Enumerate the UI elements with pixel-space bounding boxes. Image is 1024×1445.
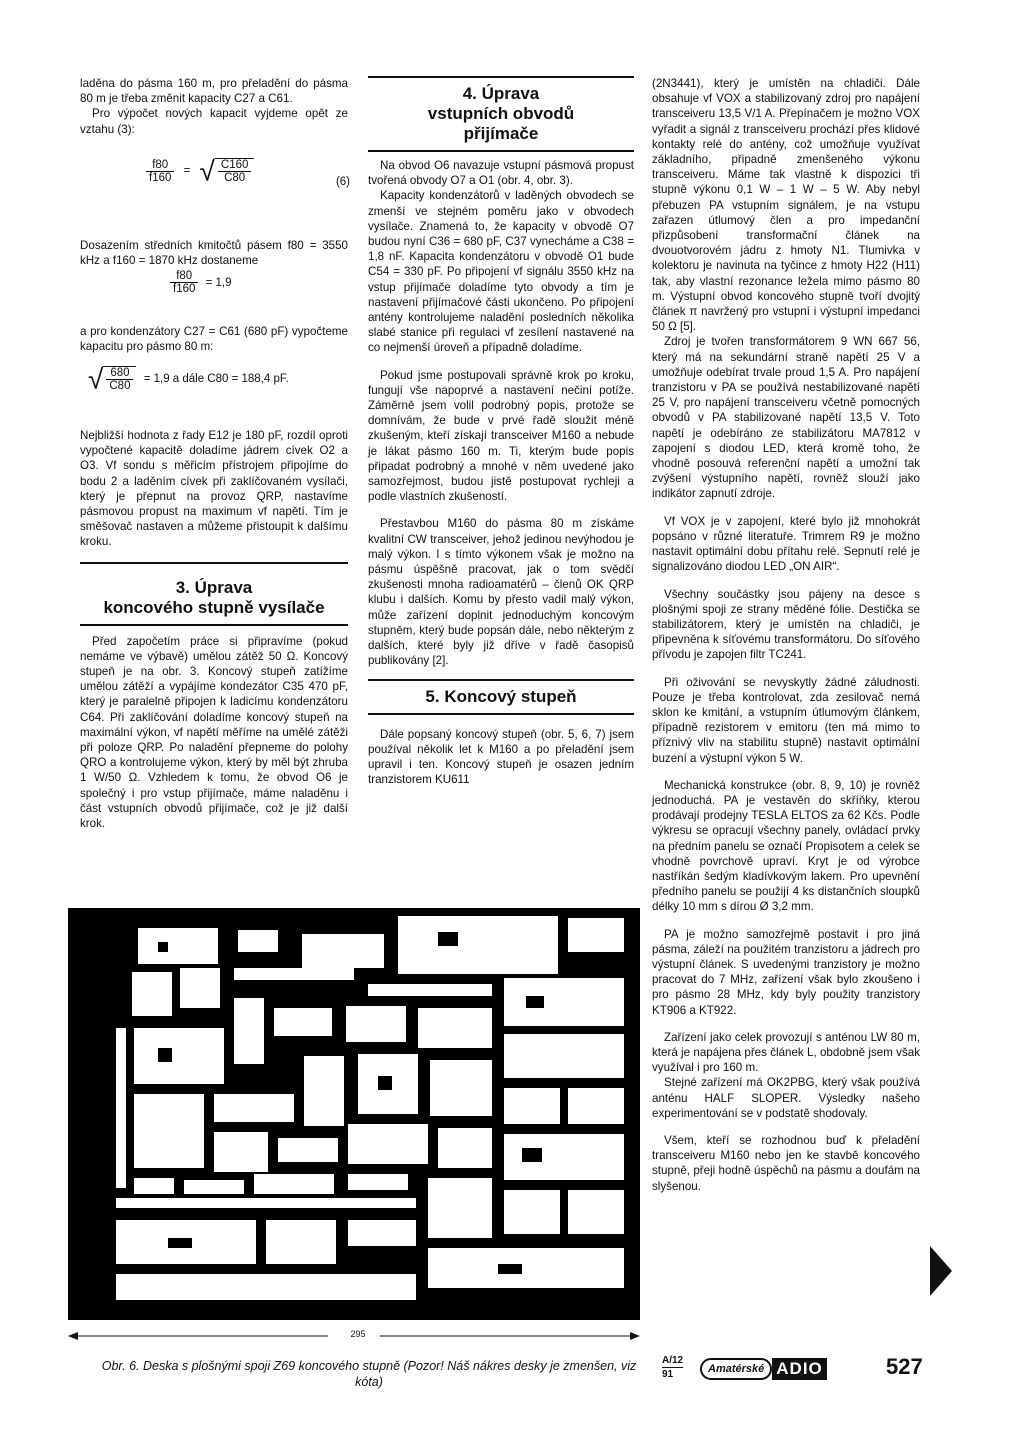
section-divider xyxy=(80,562,348,564)
col3-paragraph-10: Všem, kteří se rozhodnou buď k přeladění transceiveru M160 nebo jen ke stavbě koncového stupně, přeji hodně úspěchů na pásmu a doufám na slyšenou. xyxy=(652,1134,920,1193)
formula-ratio xyxy=(170,270,290,295)
col1-paragraph-3: Dosazením středních kmitočtů pásem f80 = 3550 kHz a f160 = 1870 kHz dostaneme xyxy=(80,239,348,268)
formula-ratio-result: = 1,9 xyxy=(205,276,232,289)
col3-paragraph-2: Zdroj je tvořen transformátorem 9 WN 667 56, který má na sekundární straně napětí 25 V a umožňuje odebírat trvale proud 1,5 A. Pro napájení tranzistoru v PA se používá nestabilizované napětí 25 V, pro napájení transceiveru včetně pomocných obvodů v PA stabilizované napětí 13,5 V. Toto napětí je odebíráno ze stabilizátoru MA7812 v zapojení s diodou LED, která kromě toho, že vhodně posouvá referenční napětí a umožní tak zvýšení výstupního napětí, rovněž slouží jako indikátor zapnutí zdroje. xyxy=(652,335,920,501)
magazine-logo xyxy=(700,1356,860,1382)
section-divider xyxy=(80,624,348,626)
column-2 xyxy=(368,76,634,787)
section-divider xyxy=(368,713,634,715)
section-4-heading xyxy=(368,84,634,144)
section-5-heading: 5. Koncový stupeň xyxy=(425,686,577,706)
column-1-middle xyxy=(80,238,348,268)
col3-paragraph-9: Stejné zařízení má OK2PBG, který však používá anténu HALF SLOPER. Výsledky našeho experimentování se v podstatě shodovaly. xyxy=(652,1076,920,1120)
pcb-layout-drawing xyxy=(68,908,640,1320)
col2-paragraph-2: Kapacity kondenzátorů v laděných obvodech se zmenší ve stejném poměru jako v obvodech vysílače. Znamená to, že kapacity v obvodě O7 budou nyní C36 = 680 pF, C37 vynecháme a C38 = 1,8 nF. Kapacita kondenzátoru v obvodě O1 bude C54 = 330 pF. Po připojení vf signálu 3550 kHz na vstup přijímače doladíme tyto obvody a tím je nastavení přijímačové části ukončeno. Po připojení antény kontrolujeme naladění posledních několika slabé stanice při regulaci vf zesílení nastavené na co nejmenší úroveň a případně doladíme. xyxy=(368,189,634,355)
section-divider xyxy=(368,150,634,152)
column-1-lower xyxy=(80,324,348,354)
col3-paragraph-5: Při oživování se nevyskytly žádné záludnosti. Pouze je třeba kontrolovat, zda zesilovač nemá sklon ke kmitání, a vstupním útlumovým článkem, případně rezistorem v emitoru (ten má mimo to příznivý vliv na stabilitu stupně) nastavit optimální buzení a výstupní výkon 5 W. xyxy=(652,675,920,765)
column-3 xyxy=(652,76,920,1194)
page-number: 527 xyxy=(886,1354,923,1379)
formula-6-right-denominator: C80 xyxy=(224,172,246,184)
section-3-heading-line-1: 3. Úprava xyxy=(175,577,253,597)
section-4-heading-line-3: přijímače xyxy=(463,124,539,143)
col1-paragraph-5: Nejbližší hodnota z řady E12 je 180 pF, rozdíl oproti vypočtené kapacitě doladíme jádrem cívek O2 a O3. Vf sondu s měřicím přístrojem připojíme do bodu 2 a laděním cívek při zaklíčovaném vysílači, který je přepnut na provoz QRP, nastavíme pásmovou propust na maximum vf napětí. Tím je směšovač nastaven a můžeme přistoupit k dalšímu kroku. xyxy=(80,429,348,549)
col2-paragraph-4: Přestavbou M160 do pásma 80 m získáme kvalitní CW transceiver, jehož jedinou nevýhodou je malý výkon. I s tímto výkonem však je možno na pásmu úspěšně pracovat, jak o tom svědčí zkušenosti mnoha radioamatérů – členů OK QRP klubu i dalších. Komu by přesto vadil malý výkon, může zařízení doplnit jednoduchým koncovým stupněm, který bude popsán dále, nebo některým z dalších, které byly již dříve v řadě časopisů publikovány [2]. xyxy=(368,517,634,668)
sqrt-icon: √ xyxy=(199,155,215,187)
issue-year: 91 xyxy=(662,1369,674,1380)
section-3-heading-line-2: koncového stupně vysílače xyxy=(103,597,325,617)
formula-6-left-fraction xyxy=(146,159,174,184)
col1-paragraph-2: Pro výpočet nových kapacit vyjdeme opět ze vztahu (3): xyxy=(80,107,348,136)
col2-paragraph-3: Pokud jsme postupovali správně krok po kroku, fungují vše napoprvé a nastavení nečiní potíže. Záměrně jsem volil podrobný popis, protože se domnívám, že bude v prvé řadě sloužit méně zkušeným, kteří získají transceiver M160 a nebude je lákat pásmo 160 m. Ti, kterým bude popis připadat podrobný a mnohé v něm uvedené jako samozřejmost, budou jistě postupovat rychleji a podle vlastních zkušeností. xyxy=(368,368,634,504)
col1-paragraph-6: Před započetím práce si připravíme (pokud nemáme ve výbavě) umělou zátěž 50 Ω. Koncový stupeň je na obr. 3. Koncový stupeň zatížíme umělou zátěží a vypájíme kondezátor C35 470 pF, který je paralelně připojen k ladicímu kondenzátoru C64. Při zaklíčování doladíme koncový stupeň na maximální výkon, vf napětí měříme na umělé zátěži při poloze QRP. Po naladění přepneme do polohy QRO a kontrolujeme výkon, který by měl být zhruba 1 W/50 Ω. Vzhledem k tomu, že obvod O6 je společný i pro vstup přijímače, máme naladěnu i část vstupních obvodů přijímače, což je již další krok. xyxy=(80,634,348,831)
col2-paragraph-1: Na obvod O6 navazuje vstupní pásmová propust tvořená obvody O7 a O1 (obr. 4, obr. 3). xyxy=(368,159,634,188)
column-1-bottom xyxy=(80,428,348,831)
formula-ratio-numerator: f80 xyxy=(170,270,198,283)
formula-c80-sqrt xyxy=(88,363,136,395)
section-3-heading xyxy=(80,578,348,618)
formula-6 xyxy=(146,155,356,218)
formula-6-left-numerator: f80 xyxy=(146,159,174,172)
formula-c80-denominator: C80 xyxy=(109,380,131,392)
col3-paragraph-3: Vf VOX je v zapojení, které bylo již mnohokrát popsáno v různé literatuře. Trimrem R9 je možno nastavit optimální dobu přítahu relé. Sepnutí relé je signalizováno diodou LED „ON AIR“. xyxy=(652,514,920,574)
col1-paragraph-1: laděna do pásma 160 m, pro přeladění do pásma 80 m je třeba změnit kapacity C27 a C61. xyxy=(80,77,348,106)
section-4-heading-line-1: 4. Úprava xyxy=(462,84,540,103)
col3-paragraph-7: PA je možno samozřejmě postavit i pro jiná pásma, záleží na použitém tranzistoru a jádrech pro výstupní článek. S uvedenými tranzistory je možno pracovat do 7 MHz, zařízení však bylo zkoušeno i pro pásmo 28 MHz, kdy byly použity tranzistory KT906 a KT922. xyxy=(652,927,920,1017)
formula-6-sqrt xyxy=(199,155,255,187)
column-1 xyxy=(80,76,348,137)
col3-paragraph-4: Všechny součástky jsou pájeny na desce s plošnými spoji ze strany měděné fólie. Destička se stabilizátorem, který je umístěn na chladiči, je připevněna k síťovému transformátoru. Do síťového přívodu je zapojen filtr TC241. xyxy=(652,587,920,662)
continue-arrow-icon xyxy=(930,1246,952,1296)
formula-6-right-numerator: C160 xyxy=(218,159,252,172)
formula-ratio-fraction xyxy=(170,270,198,295)
col3-paragraph-8: Zařízení jako celek provozují s anténou LW 80 m, která je napájena přes článek L, obdobně jsem však využíval i pro 160 m. xyxy=(652,1030,920,1075)
logo-left-part: Amatérské xyxy=(700,1358,772,1380)
section-divider xyxy=(368,76,634,78)
dimension-label: 295 xyxy=(350,1329,366,1339)
formula-c80 xyxy=(88,363,348,395)
formula-6-tag: (6) xyxy=(335,176,350,188)
section-divider xyxy=(368,679,634,681)
col3-paragraph-1: (2N3441), který je umístěn na chladiči. Dále obsahuje vf VOX a stabilizovaný zdroj pro napájení transceiveru 13,5 V/1 A. Přepínačem je možno VOX vyřadit a signál z transceiveru prochází přes klidové kontakty relé do antény, což umožňuje využívat základního, připadně zmenšeného výkonu transceiveru. Máme tak vlastně k dispozici tři stupně výkonu 0,1 W – 1 W – 5 W. Aby nebyl přebuzen PA vstupním signálem, je na vstupu zařazen útlumový člen a pro impedanční přizpůsobení transformační článek na dvouotvorovém jádru z hmoty N1. Tlumivka v kolektoru je navinuta na tyčince z hmoty H22 (H11) tak, aby vlastní rezonance ležela mimo pásmo 80 m. Výstupní obvod koncového stupně tvoří dvojitý článek π navržený pro vstupní i výstupní impedanci 50 Ω [5]. xyxy=(652,77,920,334)
formula-c80-numerator: 680 xyxy=(106,367,133,380)
figure-caption: Obr. 6. Deska s plošnými spoji Z69 koncového stupně (Pozor! Náš nákres desky je zmenšen, viz kóta) xyxy=(101,1359,637,1389)
formula-6-left-denominator: f160 xyxy=(149,171,172,184)
formula-6-equals: = xyxy=(183,165,191,178)
sqrt-icon: √ xyxy=(88,363,104,395)
col2-paragraph-5: Dále popsaný koncový stupeň (obr. 5, 6, 7) jsem používal několik let k M160 a po přeladění jsem upravil i ten. Koncový stupeň je osazen jedním tranzistorem KU611 xyxy=(368,727,634,787)
issue-number xyxy=(662,1354,683,1381)
formula-ratio-denominator: f160 xyxy=(173,283,196,295)
logo-right-part: ADIO xyxy=(772,1358,827,1380)
section-4-heading-line-2: vstupních obvodů xyxy=(427,104,575,123)
col1-paragraph-4: a pro kondenzátory C27 = C61 (680 pF) vypočteme kapacitu pro pásmo 80 m: xyxy=(80,325,348,354)
issue-month: A/12 xyxy=(662,1355,684,1366)
formula-c80-result: = 1,9 a dále C80 = 188,4 pF. xyxy=(143,373,289,386)
col3-paragraph-6: Mechanická konstrukce (obr. 8, 9, 10) je rovněž jednoduchá. PA je vestavěn do skříňky, kterou prodávají prodejny TESLA ELTOS za 62 Kčs. Podle výkresu se opracují všechny panely, ovládací prvky na předním panelu se označí Propisotem a celek se vhodně povrchově upraví. Kryt je od výrobce nastříkán šedým kladívkovým lakem. Pro upevnění předního panelu se použijí 4 ks distančních sloupků délky 10 mm s dírou Ø 3,2 mm. xyxy=(652,778,920,914)
